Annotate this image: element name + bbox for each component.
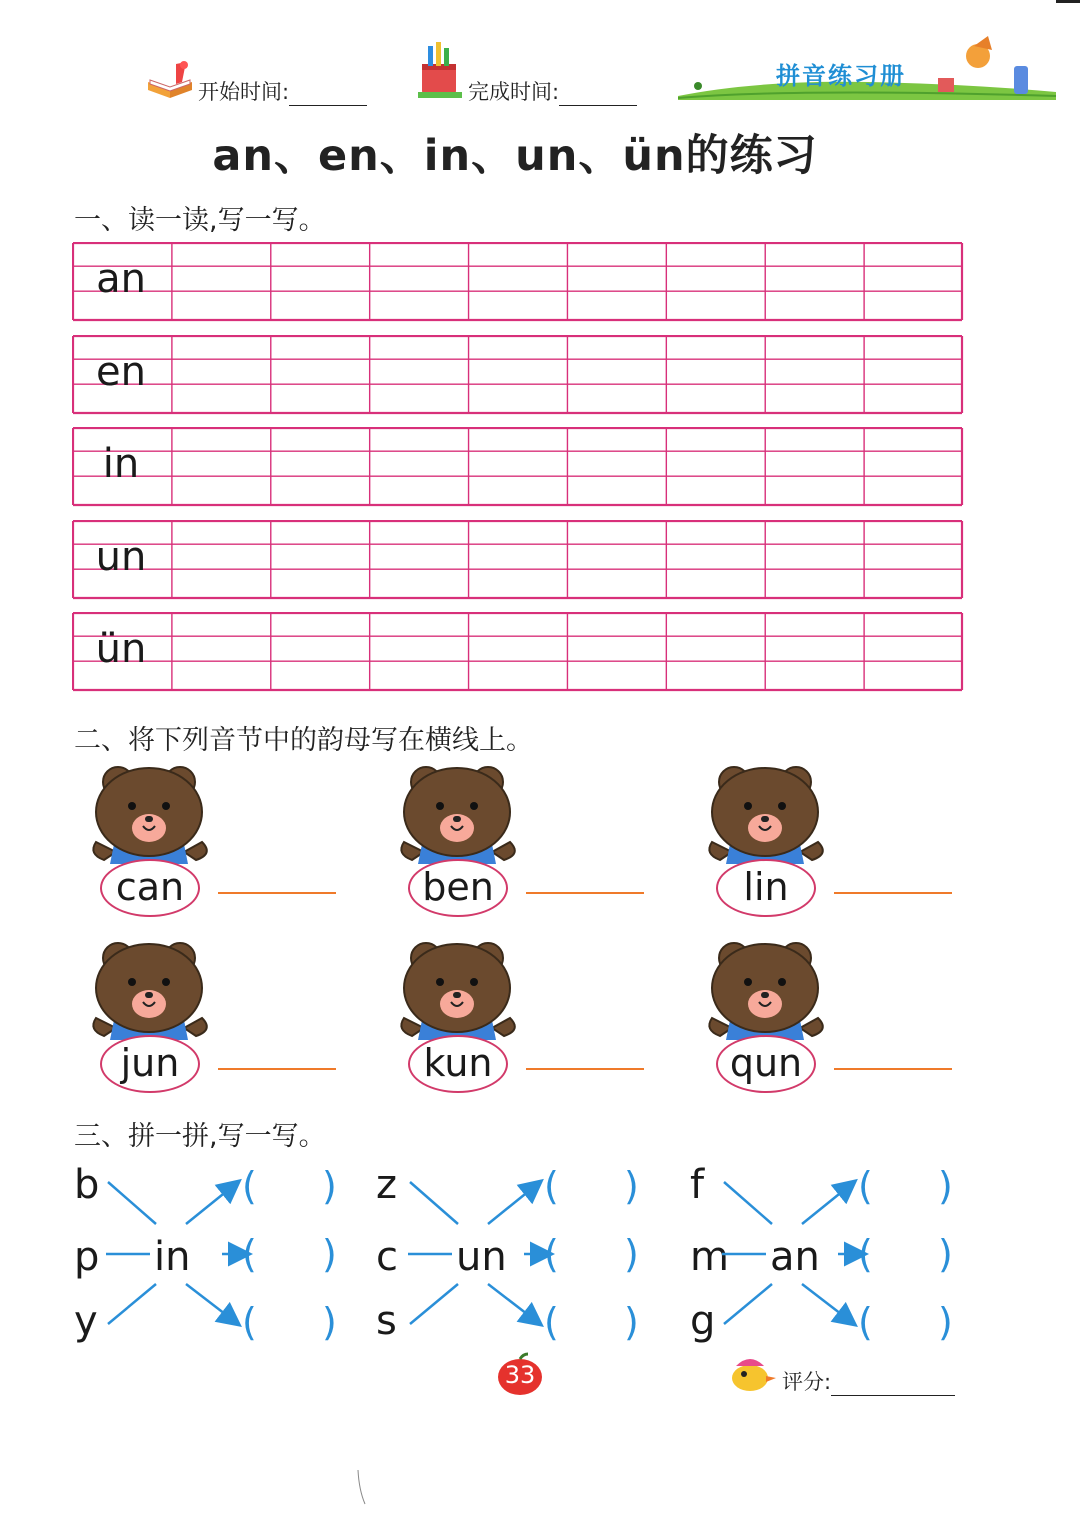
- final-syllable: in: [154, 1234, 191, 1280]
- answer-line[interactable]: [834, 892, 952, 894]
- initial-letter: m: [690, 1234, 729, 1280]
- page-number-badge: [496, 1352, 544, 1396]
- section2-heading: 二、将下列音节中的韵母写在横线上。: [74, 725, 533, 756]
- answer-paren-open[interactable]: (: [242, 1164, 257, 1208]
- syllable-label: can: [100, 859, 200, 917]
- pencil-cup-icon: [414, 42, 464, 100]
- grid-row-3[interactable]: [72, 427, 962, 505]
- page-number: 33: [504, 1361, 536, 1389]
- bear-card: [398, 940, 528, 1100]
- grid-row-2[interactable]: [72, 335, 962, 413]
- start-time-blank[interactable]: [289, 83, 367, 106]
- answer-paren-open[interactable]: (: [242, 1300, 257, 1344]
- answer-line[interactable]: [526, 1068, 644, 1070]
- initial-letter: g: [690, 1298, 716, 1344]
- finish-time-label: 完成时间:: [468, 80, 560, 104]
- answer-paren-close[interactable]: ): [938, 1164, 953, 1208]
- grid-row-label: ün: [95, 626, 147, 672]
- bear-card: [398, 764, 528, 924]
- answer-paren-close[interactable]: ): [322, 1164, 337, 1208]
- grid-row-5[interactable]: [72, 612, 962, 690]
- bear-card: [706, 940, 836, 1100]
- grid-row-1[interactable]: [72, 242, 962, 320]
- syllable-label: jun: [100, 1035, 200, 1093]
- answer-line[interactable]: [218, 1068, 336, 1070]
- syllable-label: kun: [408, 1035, 508, 1093]
- bird-icon: [728, 1352, 778, 1394]
- start-time-label: 开始时间:: [198, 80, 290, 104]
- section3-heading: 三、拼一拼,写一写。: [74, 1121, 326, 1152]
- answer-paren-open[interactable]: (: [544, 1232, 559, 1276]
- answer-line[interactable]: [218, 892, 336, 894]
- answer-line[interactable]: [834, 1068, 952, 1070]
- finish-time-blank[interactable]: [559, 83, 637, 106]
- connector-lines: [720, 1170, 920, 1350]
- answer-paren-open[interactable]: (: [858, 1164, 873, 1208]
- grid-lines: [72, 427, 964, 507]
- initial-letter: b: [74, 1162, 100, 1208]
- initial-letter: f: [690, 1162, 705, 1208]
- answer-paren-close[interactable]: ): [938, 1232, 953, 1276]
- booklet-banner: [678, 36, 1058, 102]
- grid-row-label: un: [95, 534, 147, 580]
- answer-paren-open[interactable]: (: [858, 1300, 873, 1344]
- answer-paren-close[interactable]: ): [624, 1164, 639, 1208]
- start-time-field[interactable]: [198, 76, 367, 106]
- grid-row-label: in: [102, 441, 140, 487]
- grid-lines: [72, 335, 964, 415]
- initial-letter: s: [376, 1298, 397, 1344]
- booklet-title: 拼音练习册: [776, 62, 906, 90]
- section1-heading: 一、读一读,写一写。: [74, 205, 326, 236]
- answer-line[interactable]: [526, 892, 644, 894]
- initial-letter: p: [74, 1234, 100, 1280]
- answer-paren-close[interactable]: ): [322, 1232, 337, 1276]
- final-syllable: an: [770, 1234, 820, 1280]
- grid-row-4[interactable]: [72, 520, 962, 598]
- answer-paren-open[interactable]: (: [858, 1232, 873, 1276]
- answer-paren-open[interactable]: (: [544, 1164, 559, 1208]
- connector-lines: [406, 1170, 606, 1350]
- page-title: an、en、in、un、ün的练习: [212, 131, 818, 181]
- initial-letter: y: [74, 1298, 98, 1344]
- grid-row-label: en: [96, 349, 146, 395]
- syllable-label: qun: [716, 1035, 816, 1093]
- score-blank[interactable]: [831, 1373, 955, 1396]
- answer-paren-close[interactable]: ): [624, 1232, 639, 1276]
- syllable-label: lin: [716, 859, 816, 917]
- initial-letter: z: [376, 1162, 397, 1208]
- grid-lines: [72, 612, 964, 692]
- answer-paren-open[interactable]: (: [544, 1300, 559, 1344]
- bear-card: [90, 940, 220, 1100]
- bear-card: [90, 764, 220, 924]
- answer-paren-open[interactable]: (: [242, 1232, 257, 1276]
- bear-card: [706, 764, 836, 924]
- grid-lines: [72, 520, 964, 600]
- score-label: 评分:: [782, 1370, 832, 1394]
- finish-time-field[interactable]: [468, 76, 637, 106]
- corner-mark: [1056, 0, 1080, 3]
- book-icon: [146, 60, 196, 100]
- answer-paren-close[interactable]: ): [322, 1300, 337, 1344]
- grid-lines: [72, 242, 964, 322]
- initial-letter: c: [376, 1234, 398, 1280]
- final-syllable: un: [456, 1234, 507, 1280]
- score-field[interactable]: [782, 1366, 955, 1396]
- connector-lines: [104, 1170, 304, 1350]
- grid-row-label: an: [96, 256, 146, 302]
- scan-mark: [356, 1470, 366, 1506]
- answer-paren-close[interactable]: ): [938, 1300, 953, 1344]
- answer-paren-close[interactable]: ): [624, 1300, 639, 1344]
- syllable-label: ben: [408, 859, 508, 917]
